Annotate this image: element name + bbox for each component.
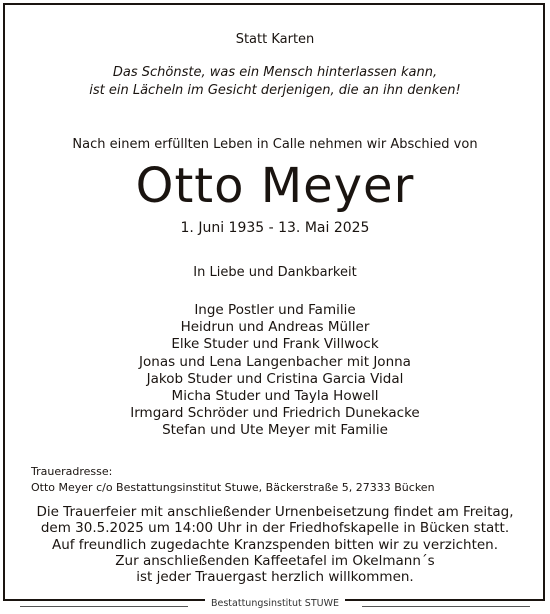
heading: Statt Karten bbox=[235, 32, 315, 47]
service-line: Auf freundlich zugedachte Kranzspenden bitten wir zu verzichten. bbox=[51, 536, 499, 553]
service-line: Die Trauerfeier mit anschließender Urnenbeisetzung findet am Freitag, bbox=[36, 504, 514, 520]
mourning-address bbox=[31, 464, 435, 496]
service-line: Zur anschließenden Kaffeetafel im Okelmann´s bbox=[115, 552, 435, 569]
mourner: Inge Postler und Familie bbox=[194, 302, 356, 318]
life-dates: 1. Juni 1935 - 13. Mai 2025 bbox=[180, 220, 370, 236]
quote-line-2: ist ein Lächeln im Gesicht derjenigen, die an ihn denken! bbox=[89, 83, 461, 98]
deceased-name: Otto Meyer bbox=[135, 158, 415, 214]
mourner: Elke Studer und Frank Villwock bbox=[171, 336, 379, 353]
service-info bbox=[0, 504, 550, 585]
address-label: Traueradresse: bbox=[31, 465, 113, 478]
mourner: Irmgard Schröder und Friedrich Dunekacke bbox=[130, 405, 420, 422]
mourner: Micha Studer und Tayla Howell bbox=[171, 388, 379, 405]
mourner: Heidrun und Andreas Müller bbox=[180, 319, 370, 336]
quote-line-1: Das Schönste, was ein Mensch hinterlassen kann, bbox=[112, 65, 438, 80]
intro-text: Nach einem erfüllten Leben in Calle nehmen wir Abschied von bbox=[72, 137, 478, 152]
footer bbox=[0, 598, 550, 614]
dedication: In Liebe und Dankbarkeit bbox=[193, 265, 357, 280]
service-line: dem 30.5.2025 um 14:00 Uhr in der Friedhofskapelle in Bücken statt. bbox=[40, 520, 510, 537]
mourners-list bbox=[0, 302, 550, 440]
mourner: Jakob Studer und Cristina Garcia Vidal bbox=[146, 370, 404, 387]
footer-label: Bestattungsinstitut STUWE bbox=[205, 598, 345, 609]
mourner: Jonas und Lena Langenbacher mit Jonna bbox=[139, 353, 411, 370]
address-value: Otto Meyer c/o Bestattungsinstitut Stuwe, Bäckerstraße 5, 27333 Bücken bbox=[31, 481, 435, 494]
mourner: Stefan und Ute Meyer mit Familie bbox=[162, 422, 388, 439]
service-line: ist jeder Trauergast herzlich willkommen. bbox=[136, 569, 414, 586]
